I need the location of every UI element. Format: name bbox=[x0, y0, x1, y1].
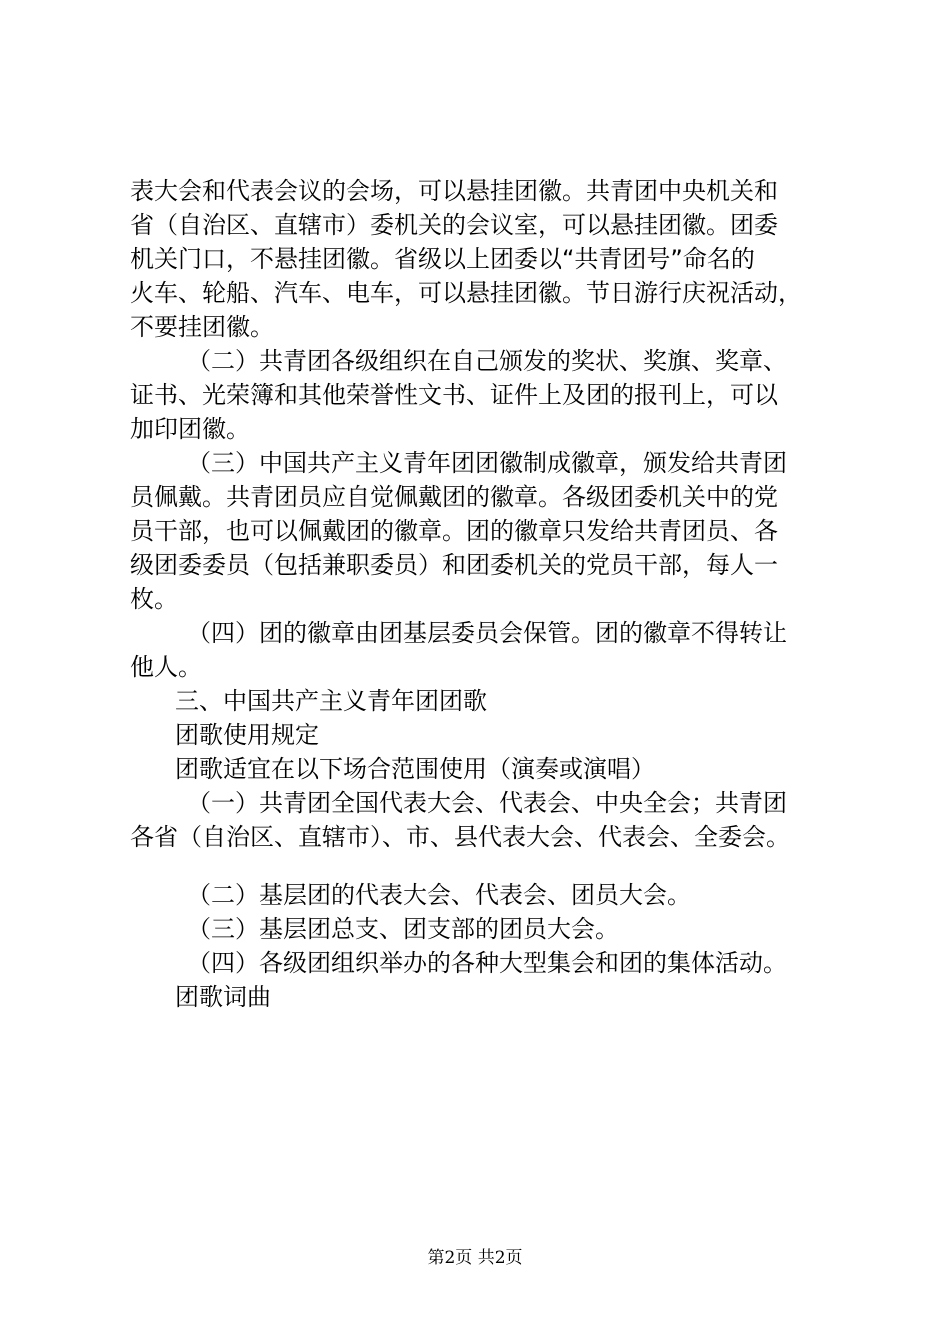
text-line: 他人。 bbox=[130, 653, 202, 681]
document-body bbox=[130, 174, 850, 1014]
text-line: 表大会和代表会议的会场，可以悬挂团徽。共青团中央机关和 bbox=[130, 177, 778, 205]
text-line: 各省（自治区、直辖市）、市、县代表大会、代表会、全委会。 bbox=[130, 823, 790, 851]
paragraph-gap bbox=[130, 854, 850, 878]
text-line: （二）基层团的代表大会、代表会、团员大会。 bbox=[187, 881, 691, 909]
text-line: 火车、轮船、汽车、电车，可以悬挂团徽。节日游行庆祝活动， bbox=[130, 279, 802, 307]
text-line: 团歌使用规定 bbox=[175, 721, 319, 749]
section-heading: 三、中国共产主义青年团团歌 bbox=[175, 687, 487, 715]
text-line: 团歌适宜在以下场合范围使用（演奏或演唱） bbox=[175, 755, 655, 783]
text-line: 不要挂团徽。 bbox=[130, 313, 274, 341]
text-line: 级团委委员（包括兼职委员）和团委机关的党员干部，每人一 bbox=[130, 551, 778, 579]
text-line: 省（自治区、直辖市）委机关的会议室，可以悬挂团徽。团委 bbox=[130, 211, 778, 239]
text-line: （四）团的徽章由团基层委员会保管。团的徽章不得转让 bbox=[187, 619, 787, 647]
text-line: （三）基层团总支、团支部的团员大会。 bbox=[187, 915, 619, 943]
text-line: 证书、光荣簿和其他荣誉性文书、证件上及团的报刊上，可以 bbox=[130, 381, 778, 409]
text-line: （三）中国共产主义青年团团徽制成徽章，颁发给共青团 bbox=[187, 449, 787, 477]
text-line: 加印团徽。 bbox=[130, 415, 250, 443]
text-line: 枚。 bbox=[130, 585, 178, 613]
text-line: （四）各级团组织举办的各种大型集会和团的集体活动。 bbox=[187, 949, 787, 977]
text-line: （二）共青团各级组织在自己颁发的奖状、奖旗、奖章、 bbox=[187, 347, 787, 375]
text-line: 员干部，也可以佩戴团的徽章。团的徽章只发给共青团员、各 bbox=[130, 517, 778, 545]
text-line: 团歌词曲 bbox=[175, 983, 271, 1011]
text-line: 员佩戴。共青团员应自觉佩戴团的徽章。各级团委机关中的党 bbox=[130, 483, 778, 511]
text-line: （一）共青团全国代表大会、代表会、中央全会；共青团 bbox=[187, 789, 787, 817]
page-number-footer: 第2页 共2页 bbox=[427, 1248, 523, 1268]
text-line: 机关门口，不悬挂团徽。省级以上团委以“共青团号”命名的 bbox=[130, 245, 755, 273]
